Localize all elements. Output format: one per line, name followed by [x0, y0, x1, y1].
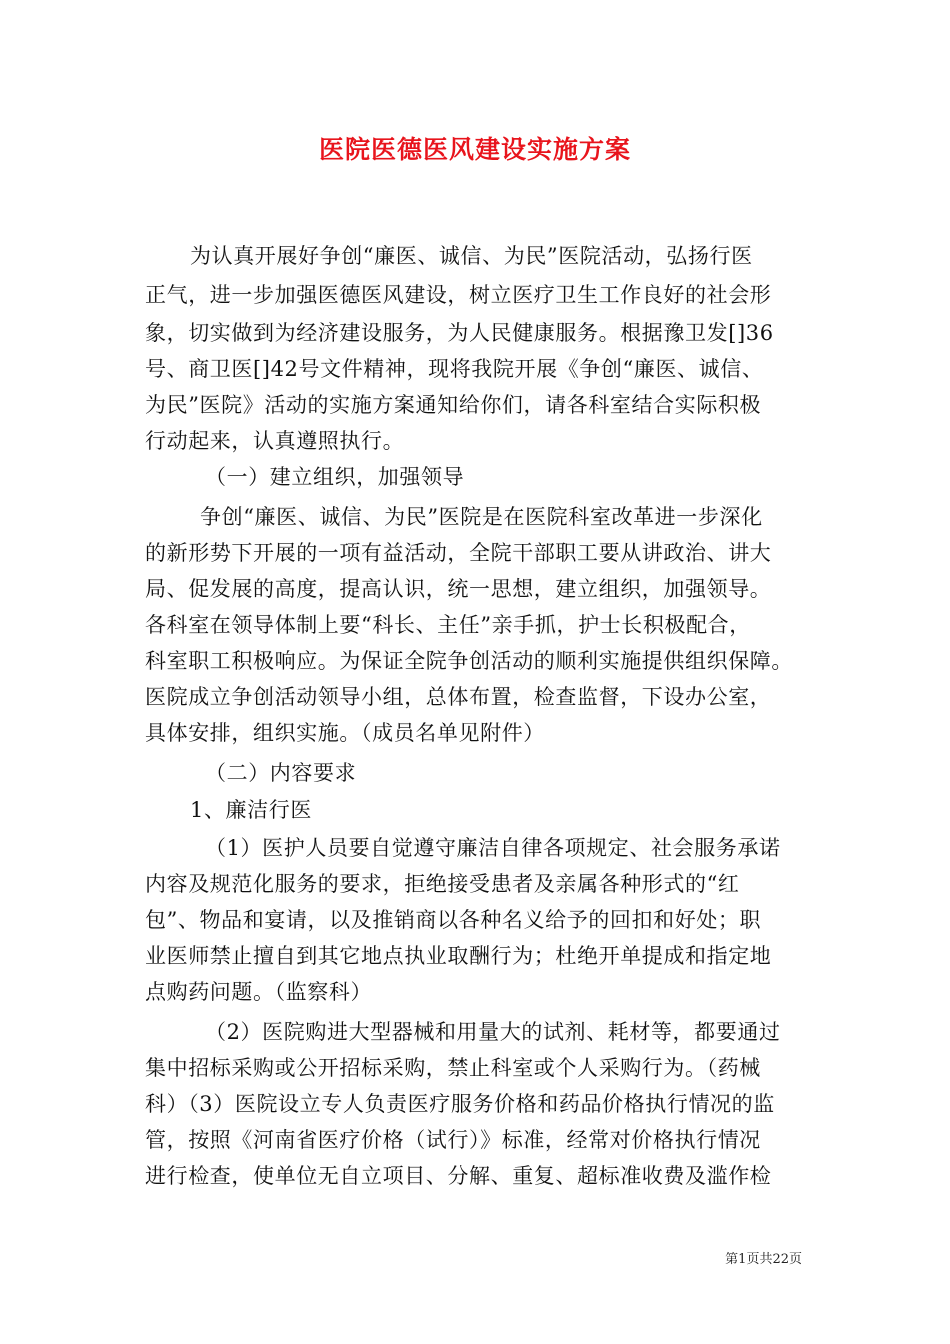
body-line: 争创“廉医、诚信、为民”医院是在医院科室改革进一步深化: [200, 505, 763, 529]
body-line: 医院成立争创活动领导小组，总体布置，检查监督，下设办公室，: [145, 685, 772, 709]
body-line: 具体安排，组织实施。（成员名单见附件）: [145, 721, 545, 745]
body-line: 正气，进一步加强医德医风建设，树立医疗卫生工作良好的社会形: [145, 283, 772, 307]
body-line: 科室职工积极响应。为保证全院争创活动的顺利实施提供组织保障。: [145, 649, 793, 673]
body-line: 象，切实做到为经济建设服务，为人民健康服务。根据豫卫发[]36: [145, 321, 774, 345]
body-line: 点购药问题。（监察科）: [145, 980, 373, 1004]
body-line: （1）医护人员要自觉遵守廉洁自律各项规定、社会服务承诺: [205, 836, 781, 860]
page-number: 第1页共22页: [725, 1252, 802, 1267]
body-line: 局、促发展的高度，提高认识，统一思想，建立组织，加强领导。: [145, 577, 772, 601]
document-title: 医院医德医风建设实施方案: [318, 135, 631, 164]
section-heading: （二）内容要求: [205, 761, 357, 785]
body-line: 进行检查，使单位无自立项目、分解、重复、超标准收费及滥作检: [145, 1164, 772, 1188]
body-line: 为认真开展好争创“廉医、诚信、为民”医院活动，弘扬行医: [190, 244, 753, 268]
body-line: 业医师禁止擅自到其它地点执业取酬行为；杜绝开单提成和指定地: [145, 944, 772, 968]
subsection-heading: 1、廉洁行医: [190, 798, 312, 822]
body-line: 的新形势下开展的一项有益活动，全院干部职工要从讲政治、讲大: [145, 541, 772, 565]
body-line: 行动起来，认真遵照执行。: [145, 429, 405, 453]
body-line: 科）（3）医院设立专人负责医疗服务价格和药品价格执行情况的监: [145, 1092, 775, 1116]
section-heading: （一）建立组织，加强领导: [205, 465, 465, 489]
body-line: （2）医院购进大型器械和用量大的试剂、耗材等，都要通过: [205, 1020, 781, 1044]
body-line: 各科室在领导体制上要“科长、主任”亲手抓，护士长积极配合，: [145, 613, 751, 637]
body-line: 号、商卫医[]42号文件精神，现将我院开展《争创“廉医、诚信、: [145, 357, 764, 381]
body-line: 内容及规范化服务的要求，拒绝接受患者及亲属各种形式的“红: [145, 872, 740, 896]
body-line: 包”、物品和宴请，以及推销商以各种名义给予的回扣和好处；职: [145, 908, 762, 932]
body-line: 为民”医院》活动的实施方案通知给你们，请各科室结合实际积极: [145, 393, 762, 417]
body-line: 管，按照《河南省医疗价格（试行）》标准，经常对价格执行情况: [145, 1128, 761, 1152]
body-line: 集中招标采购或公开招标采购，禁止科室或个人采购行为。（药械: [145, 1056, 761, 1080]
